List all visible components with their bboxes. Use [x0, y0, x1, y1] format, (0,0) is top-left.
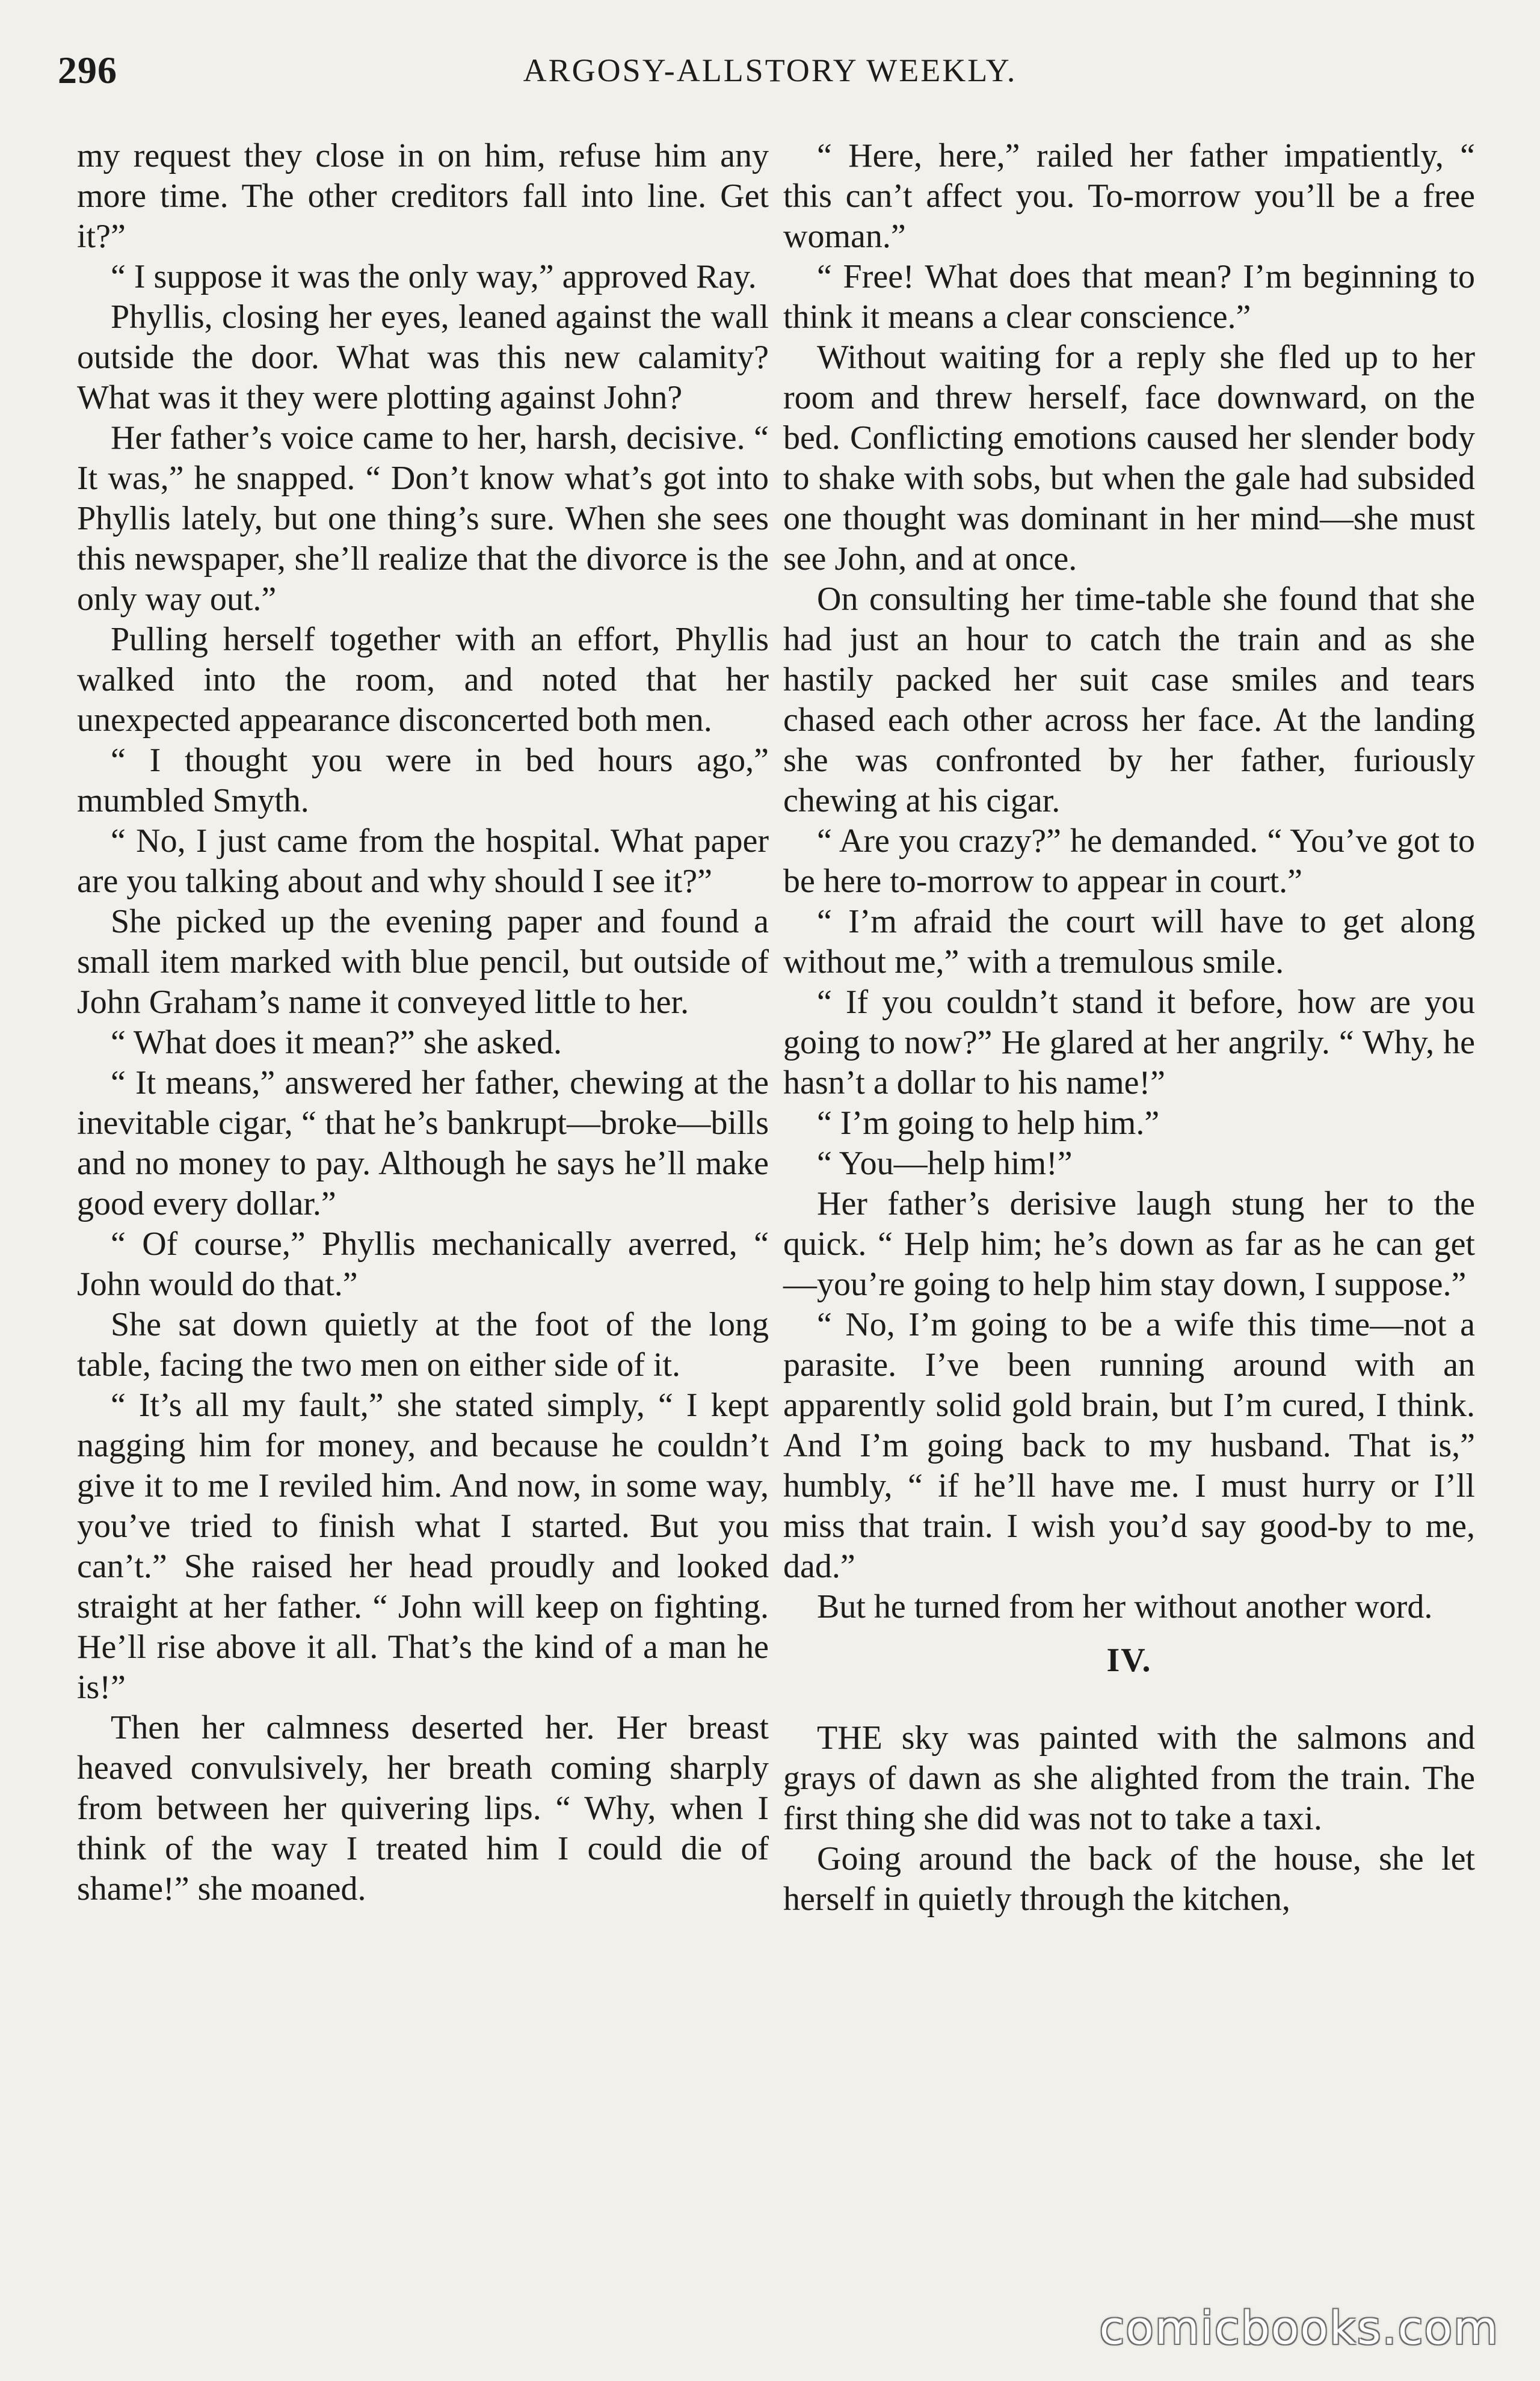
- paragraph: “ Are you crazy?” he demanded. “ You’ve got to be here to-morrow to appear in court.”: [783, 822, 1475, 900]
- paragraph: She picked up the evening paper and found a small item marked with blue pencil, but outside of John Graham’s name it conveyed little to her.: [77, 903, 769, 1021]
- paragraph: “ You—help him!”: [817, 1145, 1073, 1182]
- section-heading: IV.: [1106, 1642, 1152, 1679]
- paragraph: “ No, I’m going to be a wife this time—not a parasite. I’ve been running around with an apparently solid gold brain, but I’m cured, I think. And I’m going back to my husband. That is,” humbly, “ if he’ll have me. I must hurry or I’ll miss that train. I wish you’d say good-by to me, dad.”: [783, 1306, 1475, 1585]
- paragraph: “ It’s all my fault,” she stated simply, “ I kept nagging him for money, and because he couldn’t give it to me I reviled him. And now, in some way, you’ve tried to finish what I started. But you can’t.” She raised her head proudly and looked straight at her father. “ John will keep on fighting. He’ll rise above it all. That’s the kind of a man he is!”: [77, 1387, 769, 1706]
- watermark: comicbooks.com: [1099, 2301, 1499, 2355]
- paragraph: “ I thought you were in bed hours ago,” mumbled Smyth.: [77, 742, 769, 819]
- paragraph: “ I’m afraid the court will have to get along without me,” with a tremulous smile.: [783, 903, 1475, 981]
- paragraph: Then her calmness deserted her. Her breast heaved convulsively, her breath coming sharply from between her quivering lips. “ Why, when I think of the way I treated him I could die of shame!” she moaned.: [77, 1709, 769, 1908]
- paragraph: my request they close in on him, refuse him any more time. The other creditors fall into line. Get it?”: [77, 137, 769, 255]
- paragraph: Pulling herself together with an effort, Phyllis walked into the room, and noted that her unexpected appearance disconcerted both men.: [77, 621, 769, 739]
- paragraph: “ I’m going to help him.”: [817, 1104, 1160, 1142]
- paragraph: Her father’s voice came to her, harsh, decisive. “ It was,” he snapped. “ Don’t know what’s got into Phyllis lately, but one thing’s sure. When she sees this newspaper, she’ll realize that the divorce is the only way out.”: [77, 419, 769, 618]
- paragraph: Her father’s derisive laugh stung her to the quick. “ Help him; he’s down as far as he can get—you’re going to help him stay down, I suppose.”: [783, 1185, 1475, 1303]
- paragraph: “ Here, here,” railed her father impatiently, “ this can’t affect you. To-morrow you’ll be a free woman.”: [783, 137, 1475, 255]
- paragraph: But he turned from her without another word.: [817, 1588, 1433, 1625]
- running-head: ARGOSY-ALLSTORY WEEKLY.: [523, 52, 1017, 88]
- right-column: [783, 136, 1475, 1920]
- left-column: [77, 136, 769, 1909]
- paragraph: THE sky was painted with the salmons and grays of dawn as she alighted from the train. The first thing she did was not to take a taxi.: [783, 1719, 1475, 1837]
- paragraph: Going around the back of the house, she let herself in quietly through the kitchen,: [783, 1840, 1475, 1918]
- paragraph: “ What does it mean?” she asked.: [111, 1024, 562, 1061]
- paragraph: “ Free! What does that mean? I’m beginning to think it means a clear conscience.”: [783, 258, 1475, 336]
- page-number: 296: [58, 49, 117, 91]
- paragraph: “ If you couldn’t stand it before, how are you going to now?” He glared at her angrily. “ Why, he hasn’t a dollar to his name!”: [783, 984, 1475, 1101]
- paragraph: Phyllis, closing her eyes, leaned against the wall outside the door. What was this new calamity? What was it they were plotting against John?: [77, 298, 769, 416]
- paragraph: “ No, I just came from the hospital. What paper are you talking about and why should I see it?”: [77, 822, 769, 900]
- paragraph: On consulting her time-table she found that she had just an hour to catch the train and as she hastily packed her suit case smiles and tears chased each other across her face. At the landing she was confronted by her father, furiously chewing at his cigar.: [783, 581, 1475, 819]
- paragraph: “ I suppose it was the only way,” approved Ray.: [111, 258, 757, 295]
- paragraph: Without waiting for a reply she fled up to her room and threw herself, face downward, on the bed. Conflicting emotions caused her slender body to shake with sobs, but when the gale had subsided one thought was dominant in her mind—she must see John, and at once.: [783, 339, 1475, 578]
- paragraph: She sat down quietly at the foot of the long table, facing the two men on either side of it.: [77, 1306, 769, 1384]
- paragraph: “ Of course,” Phyllis mechanically averred, “ John would do that.”: [77, 1225, 769, 1303]
- paragraph: “ It means,” answered her father, chewing at the inevitable cigar, “ that he’s bankrupt—broke—bills and no money to pay. Although he says he’ll make good every dollar.”: [77, 1064, 769, 1222]
